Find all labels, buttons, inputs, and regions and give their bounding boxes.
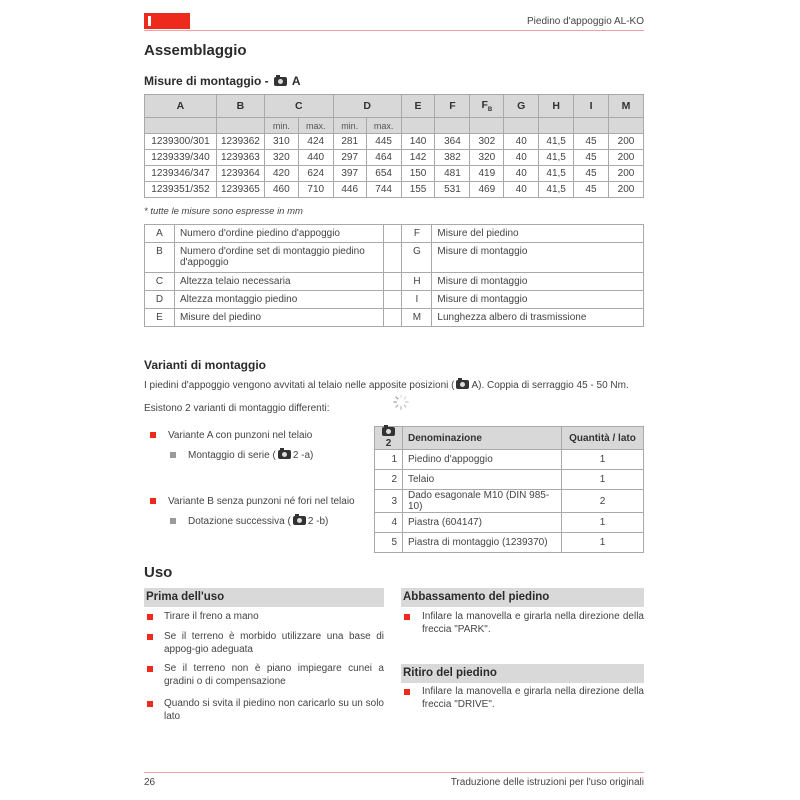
part-name: Piedino d'appoggio bbox=[403, 450, 562, 470]
sub-header: max. bbox=[366, 118, 401, 134]
table-cell: 155 bbox=[401, 182, 435, 198]
table-cell: 624 bbox=[298, 166, 333, 182]
table-cell: 41,5 bbox=[539, 166, 574, 182]
table-cell: 140 bbox=[401, 134, 435, 150]
table-cell: 654 bbox=[366, 166, 401, 182]
before-use-item: Se il terreno non è piano impiegare cunei a gradini o di compensazione bbox=[164, 663, 384, 687]
footer-title: Traduzione delle istruzioni per l'uso originali bbox=[450, 777, 644, 788]
designation-col-header: Denominazione bbox=[403, 427, 562, 450]
header-accent-notch bbox=[148, 16, 151, 26]
legend-value: Misure del piedino bbox=[432, 225, 644, 243]
bullet-icon bbox=[150, 498, 156, 504]
empty-cell bbox=[145, 118, 217, 134]
quantity-col-header: Quantità / lato bbox=[562, 427, 644, 450]
table-header-row bbox=[145, 95, 644, 118]
part-name: Dado esagonale M10 (DIN 985-10) bbox=[403, 490, 562, 513]
legend-spacer bbox=[384, 243, 402, 273]
sub-bullet-icon bbox=[170, 452, 176, 458]
table-cell: 45 bbox=[574, 134, 609, 150]
legend-key: B bbox=[145, 243, 175, 273]
table-cell: 382 bbox=[435, 150, 470, 166]
legend-row bbox=[145, 243, 644, 273]
legend-value: Altezza montaggio piedino bbox=[174, 291, 384, 309]
table-cell: 481 bbox=[435, 166, 470, 182]
legend-value: Numero d'ordine piedino d'appoggio bbox=[174, 225, 384, 243]
table-cell: 150 bbox=[401, 166, 435, 182]
variants-count-text: Esistono 2 varianti di montaggio differenti: bbox=[144, 403, 330, 414]
table-cell: 41,5 bbox=[539, 182, 574, 198]
empty-cell bbox=[539, 118, 574, 134]
before-use-item: Se il terreno è morbido utilizzare una base di appog-gio adeguata bbox=[164, 631, 384, 655]
legend-row bbox=[145, 309, 644, 327]
part-number: 2 bbox=[375, 470, 403, 490]
empty-cell bbox=[608, 118, 643, 134]
legend-spacer bbox=[384, 225, 402, 243]
camera-icon bbox=[274, 77, 287, 86]
bullet-icon bbox=[147, 614, 153, 620]
legend-key: G bbox=[402, 243, 432, 273]
legend-key: M bbox=[402, 309, 432, 327]
figure-ref: A bbox=[291, 74, 301, 88]
figure-number: 2 bbox=[385, 438, 392, 449]
table-cell: 281 bbox=[333, 134, 366, 150]
part-name: Telaio bbox=[403, 470, 562, 490]
mounting-dimensions-table bbox=[144, 94, 644, 198]
table-cell: 531 bbox=[435, 182, 470, 198]
table-cell: 40 bbox=[504, 182, 539, 198]
parts-row bbox=[375, 513, 644, 533]
bullet-icon bbox=[150, 432, 156, 438]
table-cell: 320 bbox=[264, 150, 298, 166]
col-header: A bbox=[145, 95, 217, 118]
page-number: 26 bbox=[144, 777, 156, 788]
col-header: C bbox=[264, 95, 333, 118]
table-cell: 446 bbox=[333, 182, 366, 198]
table-row bbox=[145, 166, 644, 182]
table-row bbox=[145, 182, 644, 198]
sub-text: 2 -a) bbox=[292, 450, 314, 461]
subsection-before-use: Prima dell'uso bbox=[144, 588, 384, 607]
col-header: F bbox=[435, 95, 470, 118]
legend-spacer bbox=[384, 309, 402, 327]
bullet-icon bbox=[404, 614, 410, 620]
table-cell: 200 bbox=[608, 166, 643, 182]
table-cell: 320 bbox=[470, 150, 504, 166]
loading-spinner-icon bbox=[392, 393, 410, 411]
table-cell: 40 bbox=[504, 134, 539, 150]
variant-a-sub bbox=[188, 449, 313, 462]
part-quantity: 1 bbox=[562, 533, 644, 553]
legend-key: E bbox=[145, 309, 175, 327]
table-cell: 419 bbox=[470, 166, 504, 182]
parts-table bbox=[374, 426, 644, 553]
part-name: Piastra di montaggio (1239370) bbox=[403, 533, 562, 553]
col-header: G bbox=[504, 95, 539, 118]
table-cell: 40 bbox=[504, 166, 539, 182]
intro-text: A). Coppia di serraggio 45 - 50 Nm. bbox=[471, 380, 629, 391]
subsection-retracting: Ritiro del piedino bbox=[401, 664, 644, 683]
footer-divider bbox=[144, 772, 644, 773]
units-note: * tutte le misure sono espresse in mm bbox=[144, 206, 303, 217]
col-header: M bbox=[608, 95, 643, 118]
table-cell: 200 bbox=[608, 150, 643, 166]
part-quantity: 1 bbox=[562, 513, 644, 533]
part-number: 3 bbox=[375, 490, 403, 513]
empty-cell bbox=[504, 118, 539, 134]
col-header-subscript: B bbox=[487, 107, 493, 114]
table-cell: 1239365 bbox=[216, 182, 264, 198]
legend-value: Numero d'ordine set di montaggio piedino d'appoggio bbox=[174, 243, 384, 273]
empty-cell bbox=[435, 118, 470, 134]
part-number: 4 bbox=[375, 513, 403, 533]
table-cell: 142 bbox=[401, 150, 435, 166]
before-use-item: Tirare il freno a mano bbox=[164, 611, 259, 622]
variant-b-text: Variante B senza punzoni né fori nel telaio bbox=[168, 496, 355, 507]
table-cell: 1239364 bbox=[216, 166, 264, 182]
sub-header: min. bbox=[264, 118, 298, 134]
legend-key: D bbox=[145, 291, 175, 309]
empty-cell bbox=[574, 118, 609, 134]
sub-header: max. bbox=[298, 118, 333, 134]
part-quantity: 1 bbox=[562, 470, 644, 490]
table-cell: 744 bbox=[366, 182, 401, 198]
variant-b-sub bbox=[188, 515, 328, 528]
legend-row bbox=[145, 291, 644, 309]
bullet-icon bbox=[147, 666, 153, 672]
empty-cell bbox=[470, 118, 504, 134]
parts-row bbox=[375, 470, 644, 490]
part-quantity: 1 bbox=[562, 450, 644, 470]
part-number: 5 bbox=[375, 533, 403, 553]
sub-header: min. bbox=[333, 118, 366, 134]
parts-row bbox=[375, 533, 644, 553]
camera-icon bbox=[456, 380, 469, 389]
empty-cell bbox=[216, 118, 264, 134]
col-header: E bbox=[401, 95, 435, 118]
table-cell: 41,5 bbox=[539, 134, 574, 150]
subsection-lowering: Abbassamento del piedino bbox=[401, 588, 644, 607]
col-header: D bbox=[333, 95, 401, 118]
mounting-dimensions-label: Misure di montaggio - bbox=[144, 74, 269, 88]
legend-key: F bbox=[402, 225, 432, 243]
variants-intro bbox=[144, 380, 629, 391]
legend-value: Misure di montaggio bbox=[432, 243, 644, 273]
header-accent-bar bbox=[144, 13, 190, 29]
table-cell: 200 bbox=[608, 182, 643, 198]
table-cell: 1239339/340 bbox=[145, 150, 217, 166]
sub-text: 2 -b) bbox=[307, 516, 329, 527]
legend-value: Misure di montaggio bbox=[432, 291, 644, 309]
parts-row bbox=[375, 490, 644, 513]
table-row bbox=[145, 150, 644, 166]
figure-col-header bbox=[375, 427, 403, 450]
table-cell: 464 bbox=[366, 150, 401, 166]
bullet-icon bbox=[147, 701, 153, 707]
table-cell: 420 bbox=[264, 166, 298, 182]
col-header: B bbox=[216, 95, 264, 118]
table-cell: 1239351/352 bbox=[145, 182, 217, 198]
bullet-icon bbox=[147, 634, 153, 640]
table-cell: 41,5 bbox=[539, 150, 574, 166]
empty-cell bbox=[401, 118, 435, 134]
legend-value: Altezza telaio necessaria bbox=[174, 273, 384, 291]
legend-key: A bbox=[145, 225, 175, 243]
sub-text: Dotazione successiva ( bbox=[188, 516, 291, 527]
camera-icon bbox=[278, 450, 291, 459]
intro-text: I piedini d'appoggio vengono avvitati al telaio nelle apposite posizioni ( bbox=[144, 380, 455, 391]
legend-row bbox=[145, 273, 644, 291]
table-cell: 1239346/347 bbox=[145, 166, 217, 182]
table-cell: 445 bbox=[366, 134, 401, 150]
table-cell: 310 bbox=[264, 134, 298, 150]
table-cell: 710 bbox=[298, 182, 333, 198]
part-number: 1 bbox=[375, 450, 403, 470]
table-cell: 469 bbox=[470, 182, 504, 198]
retracting-instruction: Infilare la manovella e girarla nella direzione della freccia "DRIVE". bbox=[422, 686, 644, 710]
section-title-variants: Varianti di montaggio bbox=[144, 358, 267, 372]
section-title-assembly: Assemblaggio bbox=[144, 42, 247, 59]
parts-row bbox=[375, 450, 644, 470]
part-quantity: 2 bbox=[562, 490, 644, 513]
bullet-icon bbox=[404, 689, 410, 695]
section-title-use: Uso bbox=[144, 564, 173, 581]
table-cell: 364 bbox=[435, 134, 470, 150]
sub-text: Montaggio di serie ( bbox=[188, 450, 276, 461]
table-cell: 424 bbox=[298, 134, 333, 150]
table-cell: 440 bbox=[298, 150, 333, 166]
mounting-dimensions-heading bbox=[144, 74, 301, 88]
part-name: Piastra (604147) bbox=[403, 513, 562, 533]
sub-bullet-icon bbox=[170, 518, 176, 524]
lowering-instruction: Infilare la manovella e girarla nella direzione della freccia "PARK". bbox=[422, 611, 644, 635]
table-cell: 460 bbox=[264, 182, 298, 198]
legend-spacer bbox=[384, 291, 402, 309]
col-header: I bbox=[574, 95, 609, 118]
legend-row bbox=[145, 225, 644, 243]
header-divider bbox=[144, 30, 644, 31]
header-title: Piedino d'appoggio AL-KO bbox=[527, 16, 644, 27]
before-use-item: Quando si svita il piedino non caricarlo su un solo lato bbox=[164, 698, 384, 722]
legend-value: Misure di montaggio bbox=[432, 273, 644, 291]
legend-spacer bbox=[384, 273, 402, 291]
table-cell: 1239363 bbox=[216, 150, 264, 166]
legend-key: H bbox=[402, 273, 432, 291]
parts-header-row bbox=[375, 427, 644, 450]
legend-value: Lunghezza albero di trasmissione bbox=[432, 309, 644, 327]
table-cell: 45 bbox=[574, 150, 609, 166]
table-row bbox=[145, 134, 644, 150]
legend-table bbox=[144, 224, 644, 327]
legend-key: C bbox=[145, 273, 175, 291]
table-cell: 45 bbox=[574, 166, 609, 182]
legend-value: Misure del piedino bbox=[174, 309, 384, 327]
table-cell: 200 bbox=[608, 134, 643, 150]
table-cell: 1239300/301 bbox=[145, 134, 217, 150]
camera-icon bbox=[382, 427, 395, 436]
col-header-fb bbox=[470, 95, 504, 118]
table-cell: 297 bbox=[333, 150, 366, 166]
legend-key: I bbox=[402, 291, 432, 309]
table-cell: 397 bbox=[333, 166, 366, 182]
col-header-label: F bbox=[481, 98, 488, 111]
camera-icon bbox=[293, 516, 306, 525]
variant-a-text: Variante A con punzoni nel telaio bbox=[168, 430, 313, 441]
table-cell: 302 bbox=[470, 134, 504, 150]
table-cell: 40 bbox=[504, 150, 539, 166]
table-cell: 1239362 bbox=[216, 134, 264, 150]
col-header: H bbox=[539, 95, 574, 118]
table-cell: 45 bbox=[574, 182, 609, 198]
table-subheader-row bbox=[145, 118, 644, 134]
